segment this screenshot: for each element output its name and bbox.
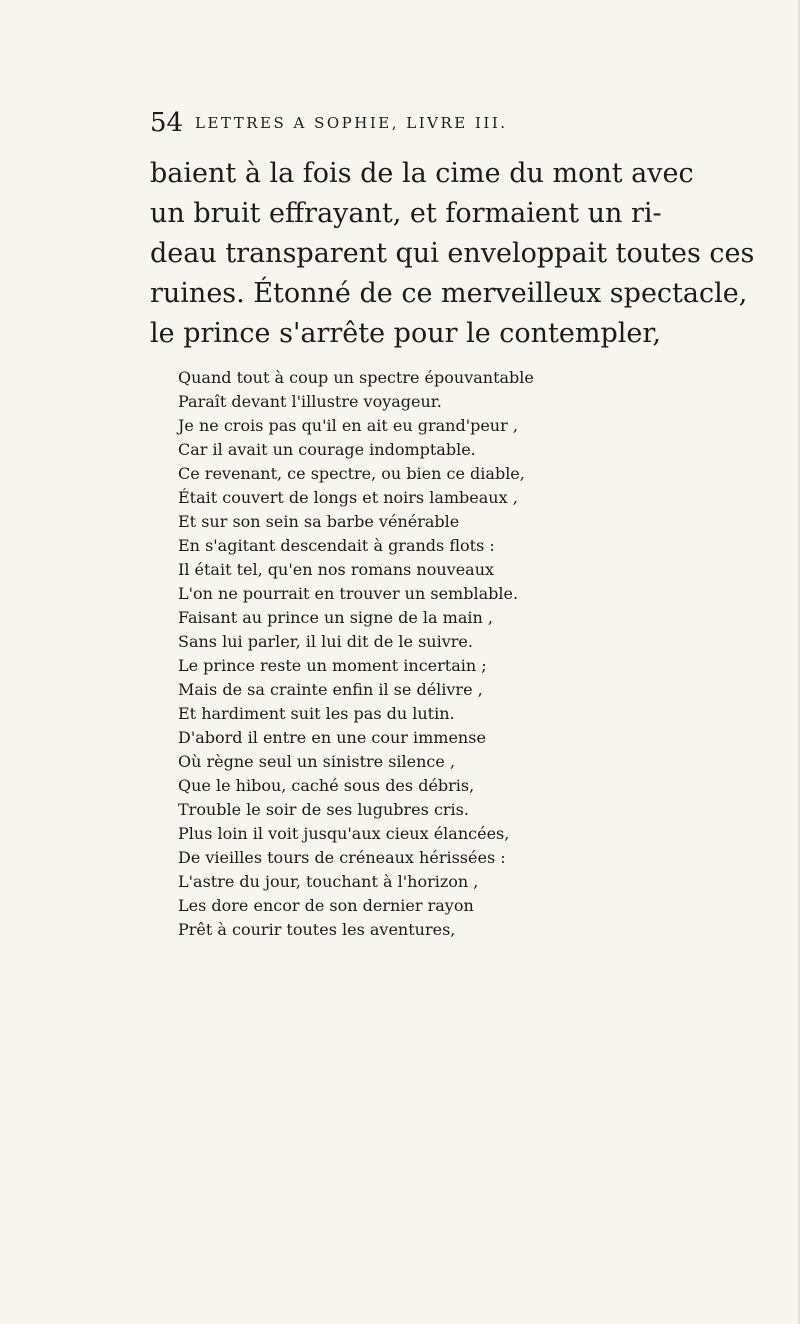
- verse-line: L'astre du jour, touchant à l'horizon ,: [178, 872, 479, 891]
- verse-line: Plus loin il voit jusqu'aux cieux élancées,: [178, 824, 510, 843]
- page-header: [150, 108, 750, 138]
- verse-line: Ce revenant, ce spectre, ou bien ce diable,: [178, 464, 525, 483]
- verse-line: Sans lui parler, il lui dit de le suivre.: [178, 632, 473, 651]
- prose-line: ruines. Étonné de ce merveilleux spectacle,: [150, 278, 748, 309]
- verse-line: Et sur son sein sa barbe vénérable: [178, 512, 460, 531]
- verse-line: Que le hibou, caché sous des débris,: [178, 776, 475, 795]
- verse-line: Mais de sa crainte enfin il se délivre ,: [178, 680, 483, 699]
- verse-line: Les dore encor de son dernier rayon: [178, 896, 474, 915]
- verse-line: En s'agitant descendait à grands flots :: [178, 536, 495, 555]
- verse-line: Prêt à courir toutes les aventures,: [178, 920, 456, 939]
- verse-line: De vieilles tours de créneaux hérissées :: [178, 848, 506, 867]
- running-title: LETTRES A SOPHIE, LIVRE III.: [195, 114, 508, 132]
- prose-line: le prince s'arrête pour le contempler,: [150, 318, 661, 349]
- verse-line: Et hardiment suit les pas du lutin.: [178, 704, 455, 723]
- verse-line: Car il avait un courage indomptable.: [178, 440, 476, 459]
- prose-line: deau transparent qui enveloppait toutes ces: [150, 238, 755, 269]
- verse-block: [178, 366, 778, 942]
- verse-line: Le prince reste un moment incertain ;: [178, 656, 487, 675]
- verse-line: Il était tel, qu'en nos romans nouveaux: [178, 560, 495, 579]
- prose-line: un bruit effrayant, et formaient un ri-: [150, 198, 662, 229]
- verse-line: Paraît devant l'illustre voyageur.: [178, 392, 442, 411]
- verse-line: D'abord il entre en une cour immense: [178, 728, 486, 747]
- verse-line: Où règne seul un sinistre silence ,: [178, 752, 456, 771]
- verse-line: L'on ne pourrait en trouver un semblable.: [178, 584, 519, 603]
- prose-line: baient à la fois de la cime du mont avec: [150, 158, 694, 189]
- verse-line: Quand tout à coup un spectre épouvantable: [178, 368, 534, 387]
- page-number: 54: [150, 108, 184, 138]
- verse-line: Trouble le soir de ses lugubres cris.: [178, 800, 469, 819]
- prose-paragraph: [150, 154, 760, 354]
- verse-line: Faisant au prince un signe de la main ,: [178, 608, 493, 627]
- verse-line: Je ne crois pas qu'il en ait eu grand'peur ,: [178, 416, 518, 435]
- verse-line: Était couvert de longs et noirs lambeaux ,: [178, 488, 518, 507]
